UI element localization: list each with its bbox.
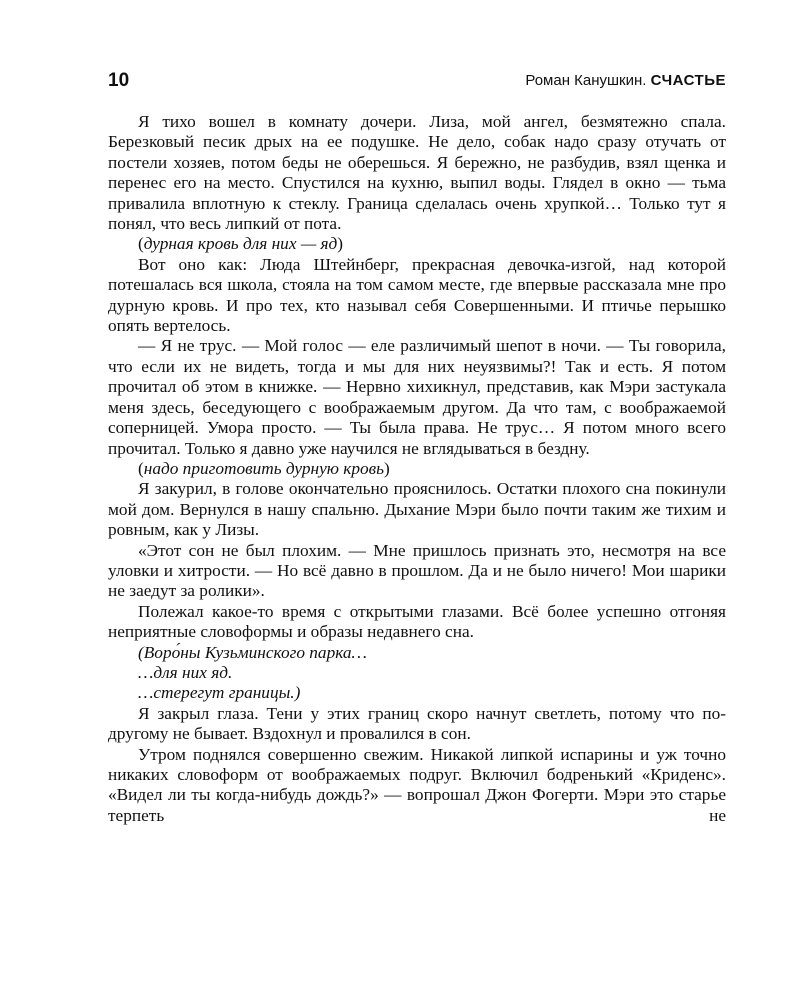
body-text — [108, 112, 726, 826]
paragraph-8: Утром поднялся совершенно свежим. Никакой липкой испарины и уж точно никаких словоформ от воображаемых подруг. Включил бодренький «Криденс». «Видел ли ты когда-нибудь дождь?» — вопрошал Джон Фогерти. Мэри это старье терпеть не — [108, 744, 726, 825]
running-head — [525, 72, 726, 89]
italic-aside-2: (надо приготовить дурную кровь) — [138, 458, 390, 478]
page-header — [108, 70, 726, 100]
paragraph-6: Полежал какое-то время с открытыми глазами. Всё более успешно отгоняя неприятные словоформы и образы недавнего сна. — [108, 601, 726, 642]
paragraph-5: «Этот сон не был плохим. — Мне пришлось признать это, несмотря на все уловки и хитрости. — Но всё давно в прошлом. Да и не было ничего! Мои шарики не заедут за ролики». — [108, 540, 726, 601]
paragraph-4: Я закурил, в голове окончательно прояснилось. Остатки плохого сна покинули мой дом. Вернулся в нашу спальню. Дыхание Мэри было почти таким же тихим и ровным, как у Лизы. — [108, 479, 726, 540]
italic-aside-5: …стерегут границы.) — [138, 683, 301, 703]
paragraph-1: Я тихо вошел в комнату дочери. Лиза, мой ангел, безмятежно спала. Березковый песик дрых на ее подушке. Не дело, собак надо сразу отучать от постели хозяев, потом беды не оберешься. Я бережно, не разбудив, взял щенка и перенес его на место. Спустился на кухню, выпил воды. Глядел в окно — тьма привалила вплотную к стеклу. Граница сделалась очень хрупкой… Только тут я понял, что весь липкий от пота. — [108, 112, 726, 234]
paragraph-3: — Я не трус. — Мой голос — еле различимый шепот в ночи. — Ты говорила, что если их не видеть, тогда и мы для них неуязвимы?! Так и есть. Я потом прочитал об этом в книжке. — Нервно хихикнул, представив, как Мэри застукала меня здесь, беседующего с воображаемым другом. Да что там, с воображаемой соперницей. Умора просто. — Ты была права. Не трус… Я потом много всего прочитал. Только я давно уже научился не вглядываться в бездну. — [108, 336, 726, 458]
italic-aside-4: …для них яд. — [138, 662, 233, 682]
italic-aside-1-text: дурная кровь для них — яд — [143, 234, 338, 254]
italic-aside-2-text: надо приготовить дурную кровь — [143, 458, 384, 478]
italic-aside-1: (дурная кровь для них — яд) — [138, 234, 344, 254]
book-page — [108, 70, 726, 970]
author-name: Роман Канушкин. — [525, 72, 647, 89]
paragraph-2: Вот оно как: Люда Штейнберг, прекрасная девочка-изгой, над которой потешалась вся школа, стояла на том самом месте, где впервые рассказала мне про дурную кровь. И про тех, кто называл себя Совершенными. И птичье перышко опять вертелось. — [108, 254, 726, 336]
book-title: СЧАСТЬЕ — [650, 72, 726, 89]
italic-aside-3: (Воро́ны Кузьминского парка… — [138, 642, 367, 662]
page-number: 10 — [108, 70, 130, 91]
paragraph-7: Я закрыл глаза. Тени у этих границ скоро начнут светлеть, потому что по-другому не бывает. Вздохнул и провалился в сон. — [108, 703, 726, 744]
